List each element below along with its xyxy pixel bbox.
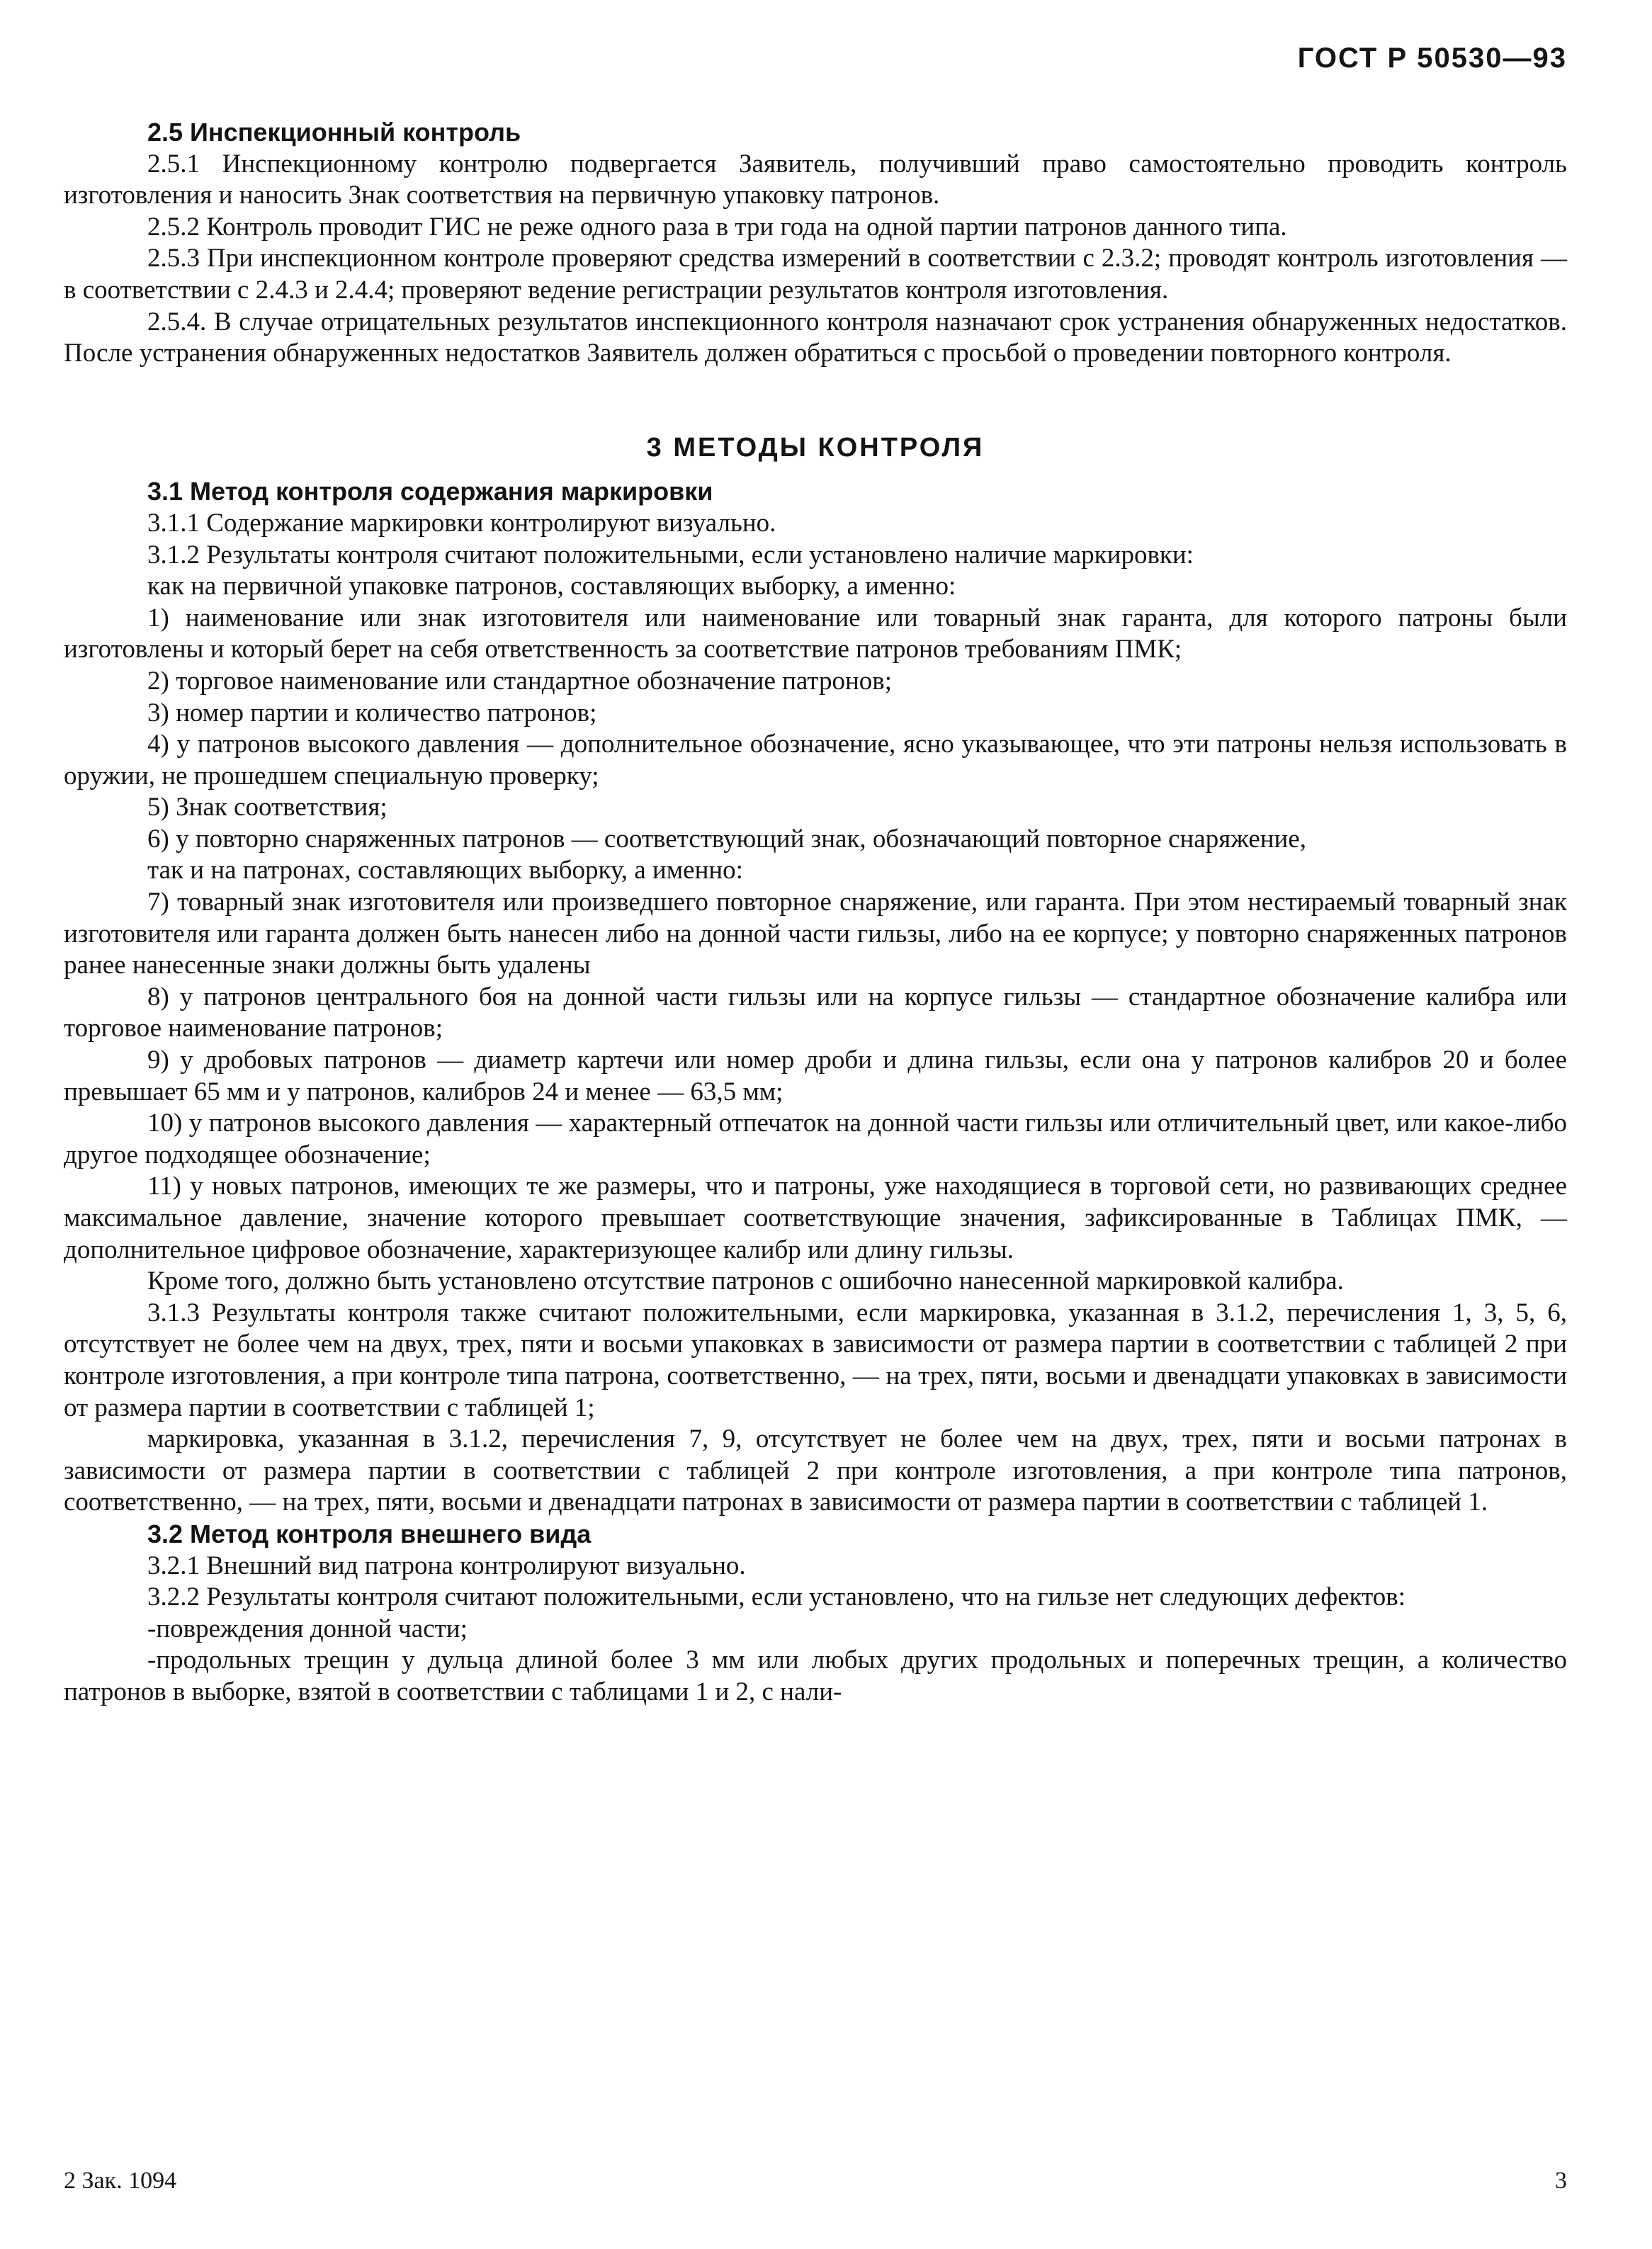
list-item-2: 2) торговое наименование или стандартное обозначение патронов; — [147, 666, 893, 696]
paragraph-packaging-intro: как на первичной упаковке патронов, составляющих выборку, а именно: — [147, 572, 956, 601]
list-item-6: 6) у повторно снаряженных патронов — соответствующий знак, обозначающий повторное снаряжение, — [147, 824, 1307, 854]
list-item-8: 8) у патронов центрального боя на донной части гильзы или на корпусе гильзы — стандартное обозначение калибра или торговое наименование патронов; — [64, 982, 1567, 1043]
defect-item-2: -продольных трещин у дульца длиной более 3 мм или любых других продольных и поперечных трещин, а количество патронов в выборке, взятой в соответствии с таблицами 1 и 2, с нали- — [64, 1645, 1567, 1706]
paragraph-2-5-4: 2.5.4. В случае отрицательных результатов инспекционного контроля назначают срок устранения обнаруженных недостатков. После устранения обнаруженных недостатков Заявитель должен обратиться с просьбой о проведении повторного контроля. — [64, 307, 1567, 368]
paragraph-3-1-3: 3.1.3 Результаты контроля также считают положительными, если маркировка, указанная в 3.1.2, перечисления 1, 3, 5, 6, отсутствует не более чем на двух, трех, пяти и восьми упаковках в зависимости от размера партии в соответствии с таблицей 2 при контроле изготовления, а при контроле типа патрона, соответственно, — на трех, пяти, восьми и двенадцати упаковках в зависимости от размера партии в соответствии с таблицей 1; — [64, 1298, 1567, 1422]
paragraph-2-5-2: 2.5.2 Контроль проводит ГИС не реже одного раза в три года на одной партии патронов данного типа. — [147, 212, 1287, 242]
section-3-heading: 3 МЕТОДЫ КОНТРОЛЯ — [646, 432, 985, 463]
paragraph-calibre-marking: Кроме того, должно быть установлено отсутствие патронов с ошибочно нанесенной маркировкой калибра. — [147, 1267, 1344, 1296]
order-number: 2 Зак. 1094 — [64, 2168, 177, 2194]
paragraph-3-1-1: 3.1.1 Содержание маркировки контролируют визуально. — [147, 508, 776, 538]
list-item-11: 11) у новых патронов, имеющих те же размеры, что и патроны, уже находящиеся в торговой сети, но развивающих среднее максимальное давление, значение которого превышает соответствующие значения, зафиксированные в Таблицах ПМК, — дополнительное цифровое обозначение, характеризующее калибр или длину гильзы. — [64, 1172, 1567, 1264]
section-3-1-heading: 3.1 Метод контроля содержания маркировки — [147, 477, 713, 506]
list-item-4: 4) у патронов высокого давления — дополнительное обозначение, ясно указывающее, что эти патроны нельзя использовать в оружии, не прошедшем специальную проверку; — [64, 730, 1567, 791]
defect-item-1: -повреждения донной части; — [147, 1614, 468, 1643]
list-item-3: 3) номер партии и количество патронов; — [147, 698, 597, 727]
paragraph-3-2-1: 3.2.1 Внешний вид патрона контролируют визуально. — [147, 1551, 746, 1580]
list-item-5: 5) Знак соответствия; — [147, 793, 387, 822]
page-body — [64, 117, 1567, 1709]
list-item-10: 10) у патронов высокого давления — характерный отпечаток на донной части гильзы или отличительный цвет, или какое-либо другое подходящее обозначение; — [64, 1109, 1567, 1169]
section-3-2-heading: 3.2 Метод контроля внешнего вида — [147, 1519, 592, 1548]
paragraph-3-2-2: 3.2.2 Результаты контроля считают положительными, если установлено, что на гильзе нет следующих дефектов: — [147, 1582, 1406, 1612]
standard-number: ГОСТ Р 50530—93 — [1297, 43, 1567, 74]
list-item-7: 7) товарный знак изготовителя или произведшего повторное снаряжение, или гаранта. При этом нестираемый товарный знак изготовителя или гаранта должен быть нанесен либо на донной части гильзы, либо на ее корпусе; у повторно снаряженных патронов ранее нанесенные знаки должны быть удалены — [64, 888, 1567, 980]
page-footer — [64, 2168, 1567, 2194]
section-2-5-heading: 2.5 Инспекционный контроль — [147, 118, 521, 147]
list-item-9: 9) у дробовых патронов — диаметр картечи или номер дроби и длина гильзы, если она у патронов калибров 20 и более превышает 65 мм и у патронов, калибров 24 и менее — 63,5 мм; — [64, 1046, 1567, 1106]
paragraph-3-1-2: 3.1.2 Результаты контроля считают положительными, если установлено наличие маркировки: — [147, 540, 1194, 570]
paragraph-3-1-3-continued: маркировка, указанная в 3.1.2, перечисления 7, 9, отсутствует не более чем на двух, трех, пяти и восьми патронах в зависимости от размера партии в соответствии с таблицей 2 при контроле изготовления, а при контроле типа патронов, соответственно, — на трех, пяти, восьми и двенадцати патронах в зависимости от размера партии в соответствии с таблицей 1. — [64, 1424, 1567, 1517]
paragraph-cartridges-intro: так и на патронах, составляющих выборку, а именно: — [147, 856, 743, 885]
paragraph-2-5-1: 2.5.1 Инспекционному контролю подвергается Заявитель, получивший право самостоятельно проводить контроль изготовления и наносить Знак соответствия на первичную упаковку патронов. — [64, 149, 1567, 210]
paragraph-2-5-3: 2.5.3 При инспекционном контроле проверяют средства измерений в соответствии с 2.3.2; проводят контроль изготовления — в соответствии с 2.4.3 и 2.4.4; проверяют ведение регистрации результатов контроля изготовления. — [64, 244, 1567, 305]
list-item-1: 1) наименование или знак изготовителя или наименование или товарный знак гаранта, для которого патроны были изготовлены и который берет на себя ответственность за соответствие патронов требованиям ПМК; — [64, 603, 1567, 664]
page-number: 3 — [1555, 2168, 1567, 2194]
